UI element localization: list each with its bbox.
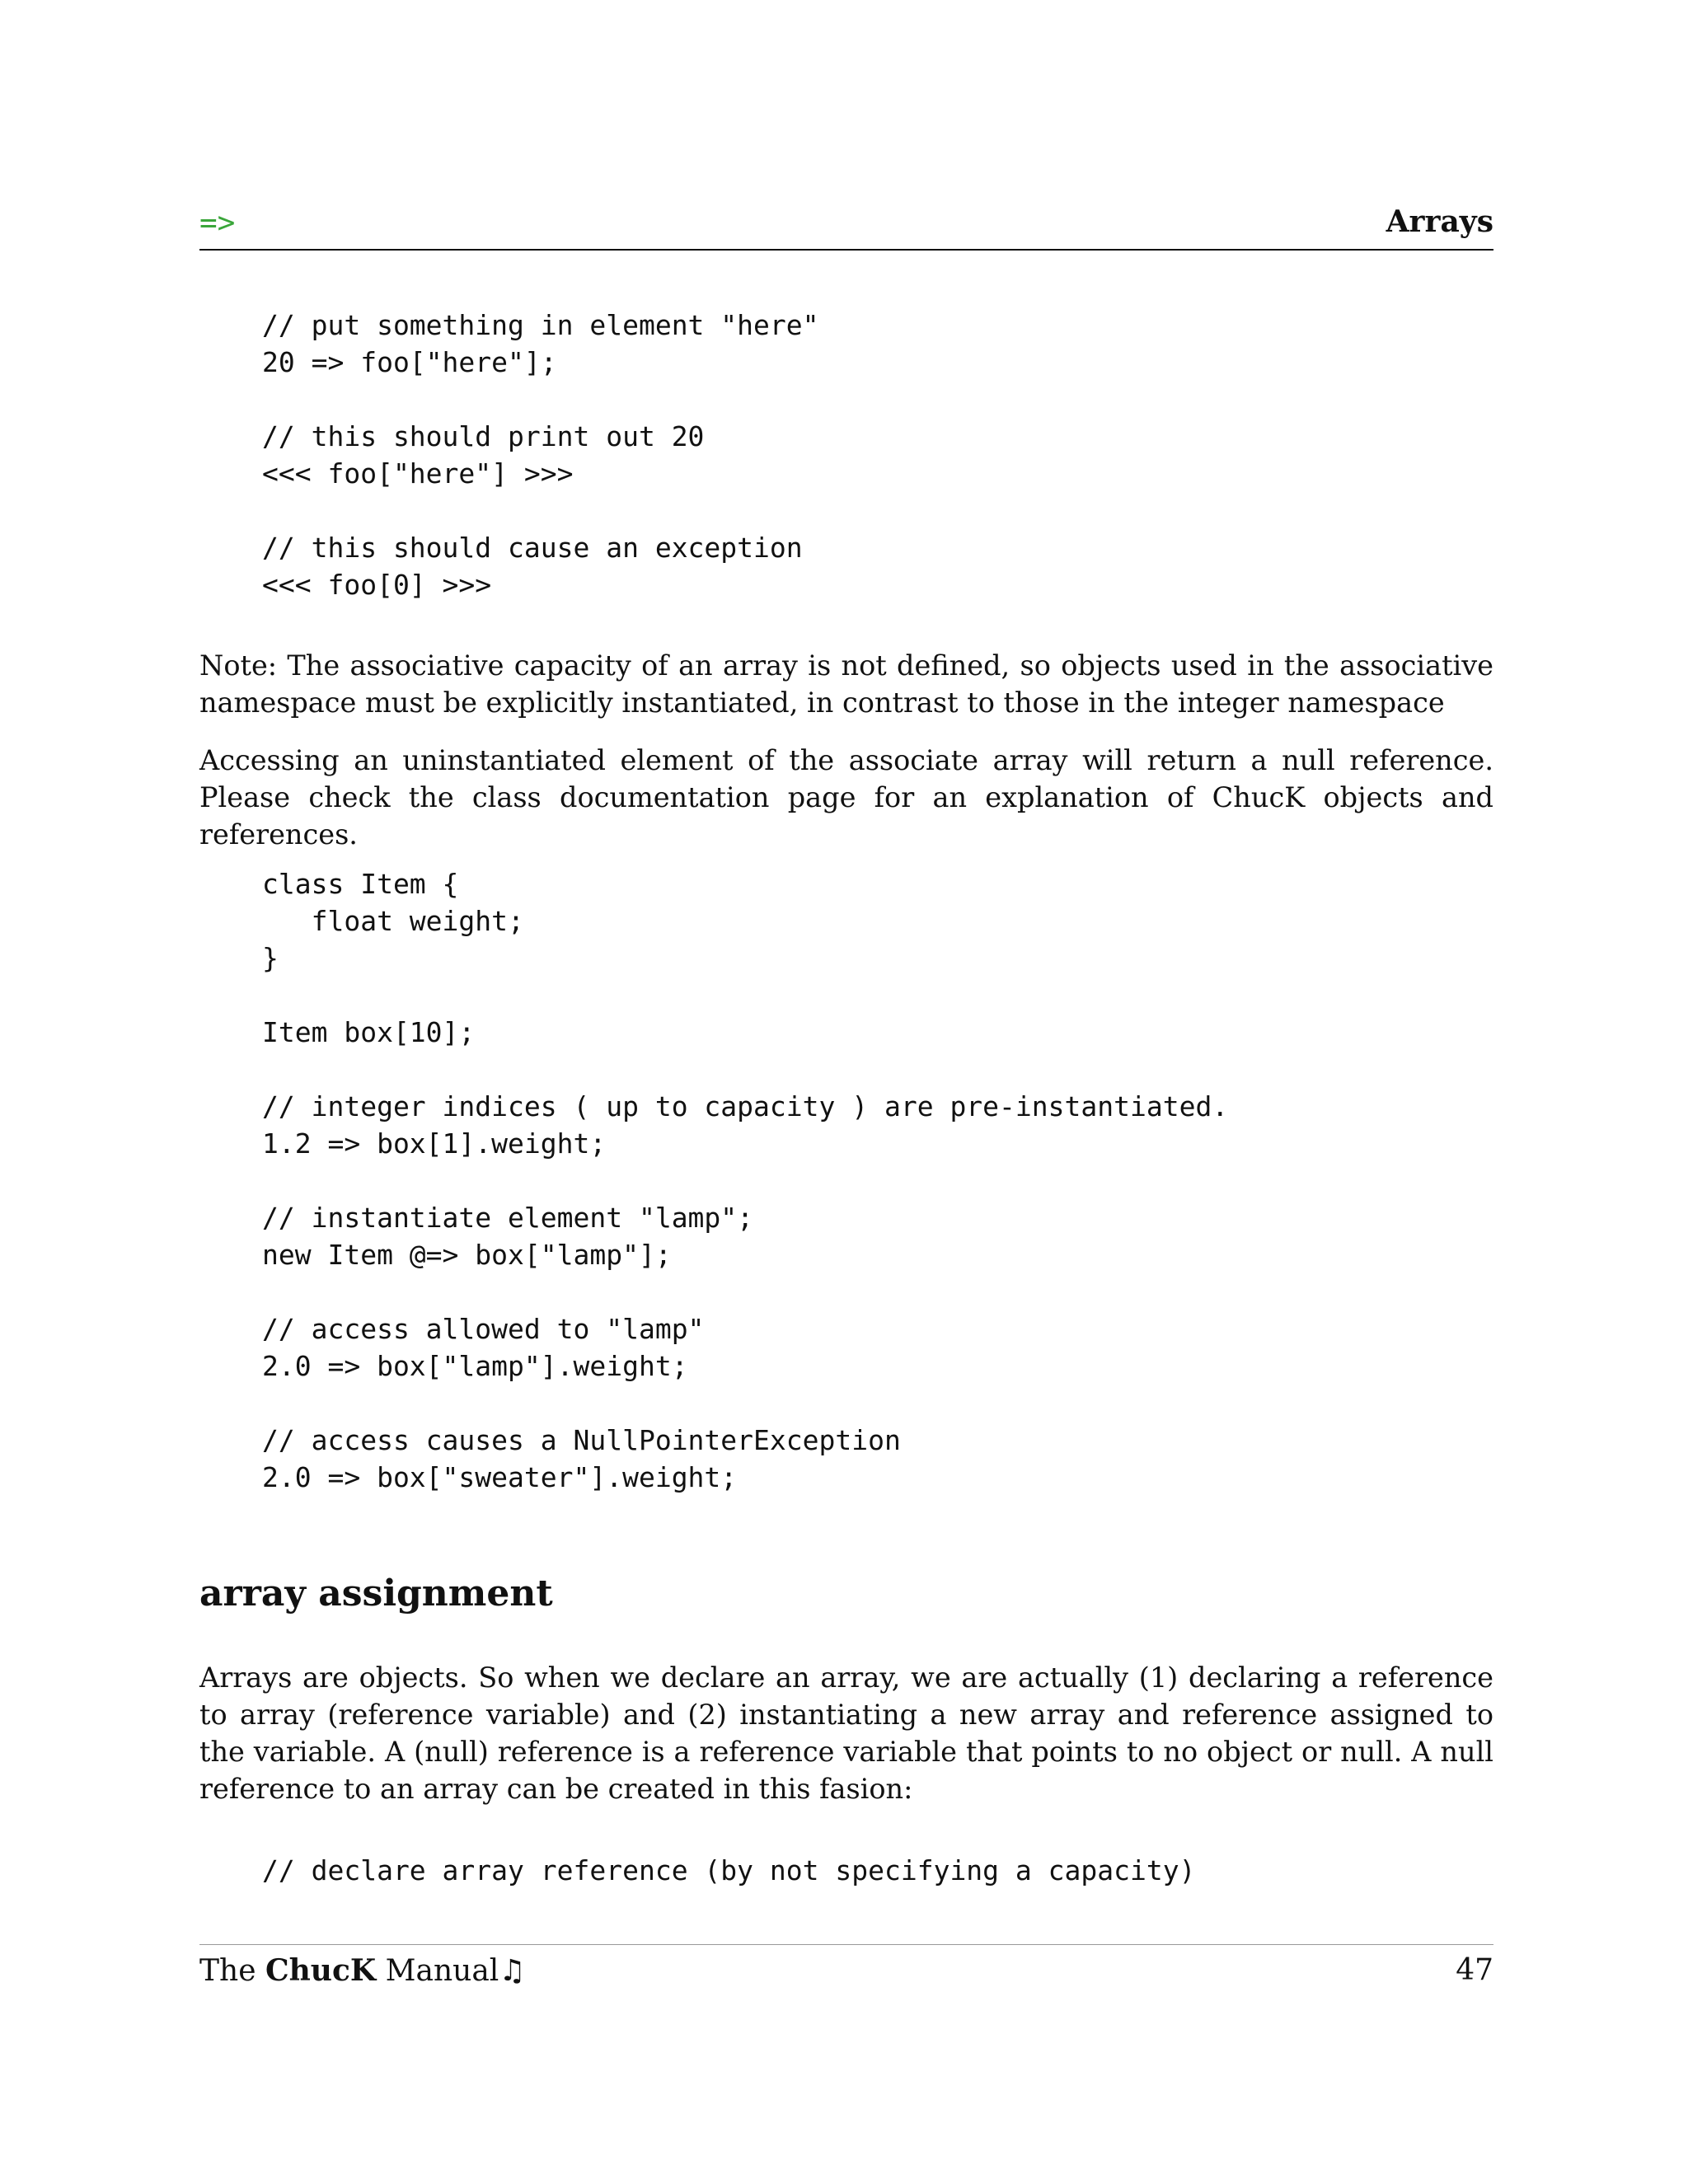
page-footer <box>199 1953 1493 1993</box>
body-paragraph: Accessing an uninstantiated element of the associate array will return a null reference. Please check the class documentation page for an explanation of ChucK objects and references. <box>199 744 1493 851</box>
chapter-title: Arrays <box>1386 204 1493 239</box>
code-block: class Item { float weight; } Item box[10]; // integer indices ( up to capacity ) are pre-instantiated. 1.2 => box[1].weight; // instantiate element "lamp"; new Item @=> box["lamp"]; // access allowed to "lamp" 2.0 => box["lamp"].weight; // access causes a NullPointerException 2.0 => box["sweater"].weight; <box>262 868 1229 1493</box>
footer-divider <box>199 1944 1493 1945</box>
document-page <box>199 0 1493 2184</box>
body-paragraph: Note: The associative capacity of an array is not defined, so objects used in the associative namespace must be explicitly instantiated, in contrast to those in the integer namespace <box>199 649 1493 719</box>
page-header <box>199 204 1493 251</box>
section-heading: array assignment <box>199 1572 553 1615</box>
body-paragraph: Arrays are objects. So when we declare an array, we are actually (1) declaring a reference to array (reference variable) and (2) instantiating a new array and reference assigned to the variable. A (null) reference is a reference variable that points to no object or null. A null reference to an array can be created in this fasion: <box>199 1661 1493 1805</box>
manual-title-brand: ChucK <box>265 1953 377 1988</box>
code-block: // declare array reference (by not specifying a capacity) <box>262 1854 1196 1886</box>
code-block: // put something in element "here" 20 => foo["here"]; // this should print out 20 <<< foo["here"] >>> // this should cause an exception <<< foo[0] >>> <box>262 309 819 601</box>
manual-title-suffix: Manual <box>385 1954 499 1988</box>
page-number: 47 <box>1456 1953 1493 1987</box>
manual-title-prefix: The <box>199 1954 256 1988</box>
chuck-operator-logo: => <box>199 206 236 240</box>
music-note-icon: ♫ <box>499 1954 526 1988</box>
manual-title <box>199 1953 526 1988</box>
